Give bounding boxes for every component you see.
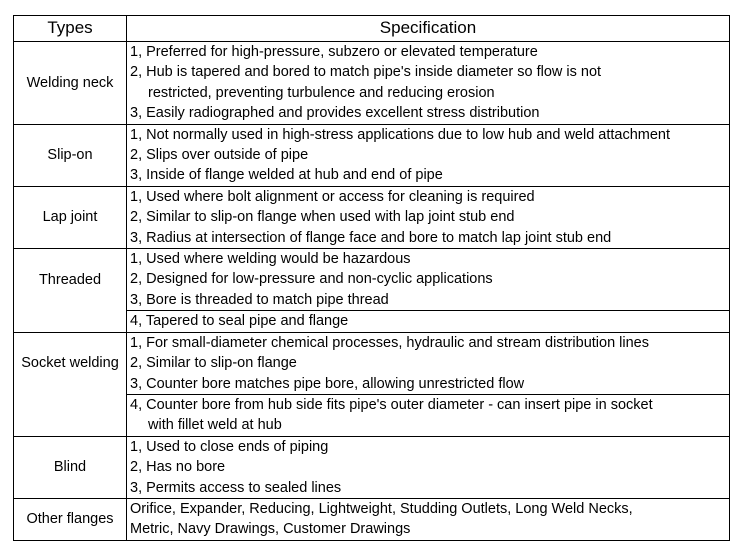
- spec-line: 2, Similar to slip-on flange: [130, 355, 297, 372]
- spec-line: 2, Hub is tapered and bored to match pipe's inside diameter so flow is not: [130, 64, 602, 81]
- spec-cell: [127, 311, 730, 332]
- spec-line: 3, Bore is threaded to match pipe thread: [130, 291, 389, 308]
- header-specification: Specification: [127, 16, 730, 42]
- spec-line: Metric, Navy Drawings, Customer Drawings: [130, 521, 411, 538]
- table-row-blind: [14, 436, 730, 498]
- type-cell: Blind: [14, 436, 127, 498]
- type-cell: Slip-on: [14, 124, 127, 186]
- spec-line: Orifice, Expander, Reducing, Lightweight, Studding Outlets, Long Weld Necks,: [130, 500, 633, 517]
- spec-line: 1, Not normally used in high-stress applications due to low hub and weld attachment: [130, 126, 671, 143]
- spec-line: with fillet weld at hub: [148, 417, 282, 434]
- spec-cell: [127, 186, 730, 248]
- spec-line: restricted, preventing turbulence and reducing erosion: [148, 84, 495, 101]
- type-cell: Other flanges: [14, 498, 127, 540]
- type-cell-empty: [14, 394, 127, 436]
- table-row-socket-welding: [14, 332, 730, 394]
- spec-cell: [127, 249, 730, 311]
- table-row-other-flanges: [14, 498, 730, 540]
- spec-line: 1, Preferred for high-pressure, subzero or elevated temperature: [130, 44, 538, 60]
- table-row-welding-neck: [14, 42, 730, 125]
- spec-line: 3, Radius at intersection of flange face and bore to match lap joint stub end: [130, 229, 612, 246]
- spec-cell: [127, 42, 730, 125]
- spec-cell: [127, 124, 730, 186]
- table-row-threaded-cont: [14, 311, 730, 332]
- table-header-row: [14, 16, 730, 42]
- spec-line: 3, Inside of flange welded at hub and end of pipe: [130, 167, 443, 184]
- type-cell: Welding neck: [14, 42, 127, 125]
- table-row-threaded: [14, 249, 730, 311]
- spec-line: 1, Used where welding would be hazardous: [130, 251, 411, 268]
- spec-cell: [127, 498, 730, 540]
- flange-table-container: [13, 15, 730, 541]
- type-cell-empty: [14, 311, 127, 332]
- type-cell: Socket welding: [14, 332, 127, 394]
- spec-cell: [127, 332, 730, 394]
- table-row-socket-welding-cont: [14, 394, 730, 436]
- spec-line: 2, Designed for low-pressure and non-cyclic applications: [130, 271, 493, 288]
- flange-types-table: [13, 15, 730, 541]
- spec-line: 3, Counter bore matches pipe bore, allowing unrestricted flow: [130, 375, 525, 392]
- spec-cell: [127, 394, 730, 436]
- table-row-slip-on: [14, 124, 730, 186]
- spec-line: 2, Slips over outside of pipe: [130, 147, 309, 164]
- spec-line: 4, Tapered to seal pipe and flange: [130, 313, 349, 330]
- spec-line: 1, Used to close ends of piping: [130, 438, 329, 455]
- table-row-lap-joint: [14, 186, 730, 248]
- type-cell: Threaded: [14, 249, 127, 311]
- spec-line: 4, Counter bore from hub side fits pipe's outer diameter - can insert pipe in socket: [130, 396, 653, 413]
- spec-line: 1, For small-diameter chemical processes, hydraulic and stream distribution lines: [130, 334, 649, 351]
- type-cell: Lap joint: [14, 186, 127, 248]
- spec-line: 3, Permits access to sealed lines: [130, 479, 342, 496]
- header-types: Types: [14, 16, 127, 42]
- spec-line: 2, Similar to slip-on flange when used with lap joint stub end: [130, 209, 515, 226]
- spec-line: 2, Has no bore: [130, 459, 226, 476]
- spec-line: 3, Easily radiographed and provides excellent stress distribution: [130, 105, 540, 122]
- spec-line: 1, Used where bolt alignment or access for cleaning is required: [130, 188, 535, 205]
- spec-cell: [127, 436, 730, 498]
